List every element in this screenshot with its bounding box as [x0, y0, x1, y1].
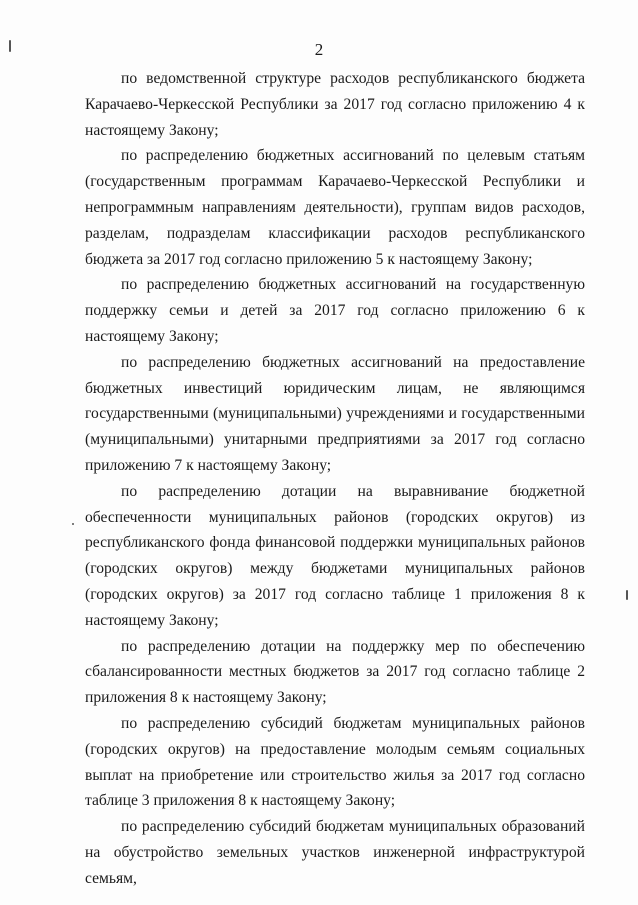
- paragraph: по распределению субсидий бюджетам муниципальных районов (городских округов) на предоставление молодым семьям социальных выплат на приобретение или строительство жилья за 2017 год согласно таблице 3 приложения 8 к настоящему Закону;: [85, 714, 585, 810]
- paragraph: по распределению субсидий бюджетам муниципальных образований на обустройство земельных участков инженерной инфраструктурой семьям,: [85, 818, 585, 887]
- paragraph: по ведомственной структуре расходов республиканского бюджета Карачаево-Черкесской Республики за 2017 год согласно приложению 4 к настоящему Закону;: [85, 70, 585, 139]
- paragraph: по распределению бюджетных ассигнований на предоставление бюджетных инвестиций юридическим лицам, не являющимся государственными (муниципальными) учреждениями и государственными (муниципальными) унитарными предприятиями за 2017 год согласно приложению 7 к настоящему Закону;: [85, 353, 585, 474]
- document-body: [85, 66, 585, 892]
- page-number: 2: [314, 40, 324, 59]
- paragraph: по распределению дотации на поддержку мер по обеспечению сбалансированности местных бюджетов за 2017 год согласно таблице 2 приложения 8 к настоящему Закону;: [85, 637, 585, 707]
- paragraph: по распределению бюджетных ассигнований на государственную поддержку семьи и детей за 2017 год согласно приложению 6 к настоящему Закону;: [85, 276, 585, 345]
- paragraph: по распределению дотации на выравнивание бюджетной обеспеченности муниципальных районов (городских округов) из республиканского фонда финансовой поддержки муниципальных районов (городских округов) между бюджетами муниципальных районов (городских округов) за 2017 год согласно таблице 1 приложения 8 к настоящему Закону;: [85, 482, 585, 629]
- scan-edge-mark: [72, 523, 74, 525]
- paragraph: по распределению бюджетных ассигнований по целевым статьям (государственным программам Карачаево-Черкесской Республики и непрограммным направлениям деятельности), группам видов расходов, разделам, подразделам классификации расходов республиканского бюджета за 2017 год согласно приложению 5 к настоящему Закону;: [85, 147, 585, 268]
- scan-edge-mark: [626, 590, 628, 600]
